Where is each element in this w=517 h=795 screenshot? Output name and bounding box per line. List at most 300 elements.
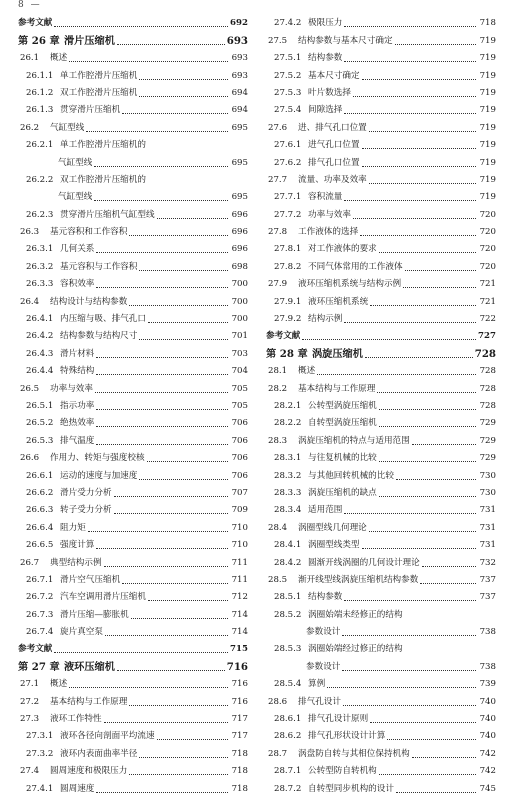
- toc-entry-number: 27.6.2: [274, 157, 302, 168]
- dot-leader: [379, 774, 476, 775]
- toc-entry-text: 圆周速度和极限压力: [50, 766, 128, 777]
- dot-leader: [122, 583, 228, 584]
- toc-entry-text: 气缸型线: [58, 192, 93, 203]
- toc-entry-text: 涡旋压缩机的缺点: [308, 487, 377, 498]
- toc-entry-number: 26.6.4: [26, 522, 54, 533]
- toc-entry: [18, 621, 248, 638]
- toc-entry-number: 28.1: [268, 366, 288, 377]
- toc-entry-title: [18, 17, 52, 29]
- toc-entry: [266, 116, 496, 133]
- toc-entry-title: [274, 591, 342, 603]
- toc-page-number: 711: [231, 557, 248, 568]
- toc-entry-number: 28.7.1: [274, 766, 302, 777]
- toc-entry-title: [20, 296, 127, 308]
- toc-entry-text: 结构参数与结构尺寸: [60, 331, 138, 342]
- toc-page-number: 738: [479, 661, 496, 672]
- toc-entry: [18, 534, 248, 551]
- toc-page-number: 695: [231, 122, 248, 133]
- toc-entry: [18, 708, 248, 725]
- toc-entry-text: 双工作腔滑片压缩机: [60, 87, 138, 98]
- toc-entry-number: 27.3.2: [26, 748, 54, 759]
- toc-entry-title: [274, 104, 342, 116]
- toc-entry-text: 液环工作特性: [50, 714, 102, 725]
- toc-entry: [18, 221, 248, 238]
- toc-entry-number: 27.1: [20, 679, 40, 690]
- toc-entry-title: [268, 435, 410, 447]
- toc-entry-title: [274, 191, 342, 203]
- toc-entry-text: 概述: [298, 366, 316, 377]
- toc-entry-number: 27.7: [268, 174, 288, 185]
- toc-entry-number: 26.5.2: [26, 418, 54, 429]
- toc-entry-number: 27.9.1: [274, 296, 302, 307]
- toc-page-number: 720: [479, 209, 496, 220]
- toc-entry: [266, 99, 496, 116]
- toc-page-number: 693: [231, 70, 248, 81]
- toc-entry-title: [268, 278, 401, 290]
- dot-leader: [370, 722, 476, 723]
- toc-entry-text: 结构参数与基本尺寸确定: [298, 35, 393, 46]
- toc-entry-number: 26.1.1: [26, 70, 54, 81]
- toc-entry-text: 单工作腔滑片压缩机的: [60, 140, 146, 151]
- toc-page-number: 718: [231, 783, 248, 794]
- toc-entry-number: 26.6.1: [26, 470, 54, 481]
- toc-page-number: 730: [479, 487, 496, 498]
- toc-page-number: 710: [231, 522, 248, 533]
- dot-leader: [302, 339, 476, 340]
- toc-entry-title: [274, 713, 368, 725]
- toc-entry-text: 基本尺寸确定: [308, 70, 360, 81]
- toc-entry-number: 28.2.1: [274, 400, 302, 411]
- toc-entry-number: 28.5: [268, 574, 288, 585]
- toc-entry-number: 28.5.4: [274, 679, 302, 690]
- dot-leader: [117, 670, 225, 671]
- toc-page-number: 710: [231, 540, 248, 551]
- toc-entry-title: [274, 17, 342, 29]
- toc-page-number: 693: [231, 53, 248, 64]
- dot-leader: [96, 548, 228, 549]
- toc-entry-text: 结构参数: [308, 53, 343, 64]
- dot-leader: [353, 218, 476, 219]
- toc-entry-number: 第 27 章: [18, 660, 60, 673]
- toc-entry-title: [274, 452, 377, 464]
- toc-page-number: 731: [479, 540, 496, 551]
- toc-entry-text: 双工作腔滑片压缩机的: [60, 174, 146, 185]
- toc-entry-text: 排气温度: [60, 435, 95, 446]
- toc-entry-title: [274, 87, 351, 99]
- toc-entry-title: [26, 278, 94, 290]
- toc-entry-text: 参数设计: [306, 661, 341, 672]
- dot-leader: [157, 218, 228, 219]
- toc-entry-text: 液环压缩机系统与结构示例: [298, 279, 402, 290]
- toc-entry-number: 28.7.2: [274, 783, 302, 794]
- toc-entry-number: 27.5.4: [274, 105, 302, 116]
- toc-page-number: 719: [479, 157, 496, 168]
- toc-entry-text: 参考文献: [18, 18, 53, 29]
- toc-entry-text: 绝热效率: [60, 418, 95, 429]
- toc-entry-text: 极限压力: [308, 18, 343, 29]
- toc-entry-number: 26.4.4: [26, 366, 54, 377]
- toc-entry-title: [26, 209, 155, 221]
- toc-entry: [18, 151, 248, 168]
- dot-leader: [96, 409, 228, 410]
- toc-page-number: 700: [231, 296, 248, 307]
- toc-page-number: 719: [479, 70, 496, 81]
- dot-leader: [405, 270, 476, 271]
- toc-entry: [266, 777, 496, 794]
- toc-entry-number: 28.6.1: [274, 714, 302, 725]
- toc-entry: [266, 64, 496, 81]
- toc-entry-title: [26, 104, 120, 116]
- toc-entry-number: 26.2: [20, 122, 40, 133]
- dot-leader: [369, 531, 476, 532]
- toc-entry: [266, 516, 496, 533]
- dot-leader: [362, 166, 476, 167]
- toc-entry: [18, 186, 248, 203]
- toc-entry-title: [26, 365, 94, 377]
- toc-entry-number: 26.2.1: [26, 140, 54, 151]
- dot-leader: [327, 687, 476, 688]
- dot-leader: [353, 96, 476, 97]
- toc-left-column: [18, 12, 248, 795]
- toc-page-number: 740: [479, 714, 496, 725]
- toc-entry-title: [20, 122, 84, 134]
- dot-leader: [54, 652, 228, 653]
- dot-leader: [131, 618, 228, 619]
- toc-entry-text: 排气孔形状设计计算: [308, 731, 386, 742]
- toc-entry-text: 排气孔设计原则: [308, 714, 369, 725]
- toc-entry-text: 贯穿滑片压缩机气缸型线: [60, 209, 155, 220]
- toc-page-number: 731: [479, 522, 496, 533]
- toc-entry: [18, 673, 248, 690]
- toc-page-number: 716: [231, 679, 248, 690]
- toc-page-number: 721: [479, 296, 496, 307]
- toc-entry: [266, 742, 496, 759]
- toc-page-number: 740: [479, 731, 496, 742]
- toc-entry-title: [274, 417, 377, 429]
- dot-leader: [412, 444, 476, 445]
- toc-page-number: 696: [231, 227, 248, 238]
- toc-entry-text: 典型结构示例: [50, 557, 102, 568]
- toc-entry-number: 26.6: [20, 453, 40, 464]
- toc-entry-title: [26, 783, 94, 795]
- toc-entry-title: [306, 661, 340, 673]
- toc-entry: [18, 116, 248, 133]
- toc-entry-text: 参考文献: [18, 644, 53, 655]
- toc-entry: [18, 638, 248, 655]
- toc-entry-text: 容积效率: [60, 279, 95, 290]
- toc-entry-title: [26, 400, 94, 412]
- toc-page-number: 714: [231, 627, 248, 638]
- toc-entry-text: 涡旋压缩机: [312, 347, 363, 360]
- toc-entry-title: [274, 296, 368, 308]
- toc-entry-text: 不同气体常用的工作液体: [308, 261, 403, 272]
- dot-leader: [379, 496, 476, 497]
- dot-leader: [395, 44, 476, 45]
- toc-entry-title: [26, 435, 94, 447]
- toc-entry: [266, 673, 496, 690]
- dot-leader: [342, 670, 476, 671]
- toc-entry-title: [20, 678, 67, 690]
- dot-leader: [96, 426, 228, 427]
- toc-entry-number: 27.4.1: [26, 783, 54, 794]
- toc-entry-number: 26.6.2: [26, 487, 54, 498]
- dot-leader: [420, 583, 476, 584]
- toc-entry-number: 27.3: [20, 714, 40, 725]
- toc-entry-title: [274, 783, 394, 795]
- dot-leader: [377, 392, 476, 393]
- dot-leader: [148, 600, 228, 601]
- toc-page-number: 696: [231, 209, 248, 220]
- toc-entry-text: 圆周速度: [60, 783, 95, 794]
- toc-entry-text: 气缸型线: [58, 157, 93, 168]
- toc-page-number: 701: [231, 331, 248, 342]
- toc-entry-title: [274, 400, 377, 412]
- toc-page-number: 715: [230, 644, 248, 655]
- toc-page-number: 693: [226, 34, 248, 47]
- toc-entry: [18, 603, 248, 620]
- toc-entry-number: 28.6: [268, 696, 288, 707]
- toc-entry-title: [26, 470, 137, 482]
- toc-entry-text: 自转型涡旋压缩机: [308, 418, 377, 429]
- toc-entry: [266, 134, 496, 151]
- toc-entry-text: 与往复机械的比较: [308, 453, 377, 464]
- toc-page-number: 709: [231, 505, 248, 516]
- dot-leader: [96, 357, 228, 358]
- toc-entry-number: 26.1: [20, 53, 40, 64]
- toc-entry-title: [306, 626, 340, 638]
- toc-entry-title: [266, 330, 300, 342]
- toc-entry: [266, 255, 496, 272]
- toc-entry: [18, 325, 248, 342]
- toc-entry-number: 28.2: [268, 383, 288, 394]
- toc-entry-title: [274, 209, 351, 221]
- toc-entry-title: [274, 70, 360, 82]
- toc-entry-text: 容积流量: [308, 192, 343, 203]
- toc-entry-number: 27.3.1: [26, 731, 54, 742]
- toc-entry-text: 旋片真空泵: [60, 627, 103, 638]
- toc-entry-number: 28.5.3: [274, 644, 302, 655]
- toc-entry-title: [274, 504, 342, 516]
- toc-page-number: 704: [231, 366, 248, 377]
- toc-page-number: 700: [231, 314, 248, 325]
- dot-leader: [396, 479, 476, 480]
- toc-entry-text: 工作液体的选择: [298, 227, 359, 238]
- toc-page-number: 729: [479, 453, 496, 464]
- toc-page-number: 707: [231, 487, 248, 498]
- dot-leader: [69, 61, 228, 62]
- toc-entry-title: [274, 243, 377, 255]
- toc-entry-number: 27.5.3: [274, 87, 302, 98]
- toc-page-number: 719: [479, 87, 496, 98]
- toc-entry-text: 概述: [50, 679, 68, 690]
- toc-entry-title: [26, 330, 137, 342]
- toc-entry-text: 指示功率: [60, 400, 95, 411]
- toc-entry-text: 流量、功率及效率: [298, 174, 367, 185]
- toc-entry-text: 运动的速度与加速度: [60, 470, 138, 481]
- dot-leader: [365, 357, 473, 358]
- toc-page-number: 731: [479, 505, 496, 516]
- toc-entry-text: 进、排气孔口位置: [298, 122, 367, 133]
- toc-entry-number: 26.3.2: [26, 261, 54, 272]
- toc-entry: [18, 273, 248, 290]
- toc-entry-title: [274, 470, 394, 482]
- toc-entry-title: [18, 35, 115, 47]
- toc-page-number: 700: [231, 279, 248, 290]
- toc-page-number: 728: [479, 383, 496, 394]
- toc-entry-number: 第 26 章: [18, 34, 60, 47]
- toc-page-number: 694: [231, 87, 248, 98]
- toc-entry: [266, 690, 496, 707]
- toc-entry-text: 滑片受力分析: [60, 487, 112, 498]
- dot-leader: [369, 183, 476, 184]
- toc-entry: [18, 777, 248, 794]
- toc-entry: [266, 429, 496, 446]
- dot-leader: [96, 374, 228, 375]
- toc-entry-text: 基本结构与工作原理: [50, 696, 128, 707]
- toc-entry-title: [26, 487, 112, 499]
- dot-leader: [86, 131, 228, 132]
- toc-entry: [18, 499, 248, 516]
- toc-entry-number: 26.4.2: [26, 331, 54, 342]
- toc-entry-text: 渐开线型线涡旋压缩机结构参数: [298, 574, 419, 585]
- toc-entry-title: [26, 174, 146, 186]
- toc-entry-number: 26.2.3: [26, 209, 54, 220]
- dot-leader: [344, 322, 476, 323]
- dot-leader: [369, 131, 476, 132]
- toc-entry-number: 27.6: [268, 122, 288, 133]
- toc-entry: [18, 412, 248, 429]
- toc-entry-text: 叶片数选择: [308, 87, 351, 98]
- toc-entry: [266, 238, 496, 255]
- dot-leader: [129, 774, 228, 775]
- dot-leader: [114, 496, 228, 497]
- toc-entry-text: 排气孔口位置: [308, 157, 360, 168]
- toc-entry-number: 28.4.1: [274, 540, 302, 551]
- toc-entry: [18, 64, 248, 81]
- dot-leader: [94, 200, 228, 201]
- toc-entry-title: [26, 522, 86, 534]
- toc-entry-text: 适用范围: [308, 505, 343, 516]
- toc-page-number: 745: [479, 783, 496, 794]
- toc-entry-text: 对工作液体的要求: [308, 244, 377, 255]
- toc-page-number: 703: [231, 348, 248, 359]
- dot-leader: [104, 722, 228, 723]
- toc-page-number: 738: [479, 627, 496, 638]
- toc-entry-text: 液环压缩机系统: [308, 296, 369, 307]
- toc-entry-text: 涡旋压缩机的特点与适用范围: [298, 435, 410, 446]
- toc-page-number: 728: [479, 366, 496, 377]
- toc-entry-number: 第 28 章: [266, 347, 308, 360]
- toc-page-number: 740: [479, 696, 496, 707]
- toc-entry-text: 液环内表面曲率半径: [60, 748, 138, 759]
- toc-entry-title: [268, 226, 358, 238]
- toc-page-number: 728: [474, 347, 496, 360]
- toc-entry: [266, 203, 496, 220]
- toc-entry-title: [26, 626, 103, 638]
- toc-page-number: 696: [231, 244, 248, 255]
- toc-entry: [266, 325, 496, 342]
- toc-entry-title: [268, 522, 367, 534]
- dot-leader: [412, 757, 476, 758]
- toc-chapter-entry: [18, 655, 248, 672]
- toc-page-number: 722: [479, 314, 496, 325]
- toc-page-number: 695: [231, 192, 248, 203]
- toc-page-number: 695: [231, 157, 248, 168]
- toc-entry-title: [58, 191, 92, 203]
- toc-entry-text: 阻力矩: [60, 522, 86, 533]
- toc-entry: [18, 308, 248, 325]
- toc-entry: [266, 412, 496, 429]
- toc-entry: [266, 708, 496, 725]
- toc-entry: [266, 551, 496, 568]
- toc-entry-text: 滑片材料: [60, 348, 95, 359]
- toc-entry-number: 26.4.1: [26, 314, 54, 325]
- dot-leader: [88, 531, 228, 532]
- toc-entry-number: 26.1.2: [26, 87, 54, 98]
- toc-entry-text: 基元容积和工作容积: [50, 227, 128, 238]
- toc-entry-title: [268, 122, 367, 134]
- dot-leader: [362, 548, 476, 549]
- dot-leader: [96, 444, 228, 445]
- toc-page-number: 705: [231, 400, 248, 411]
- toc-entry: [266, 12, 496, 29]
- toc-entry-text: 涡盘防自转与其相位保持机构: [298, 748, 410, 759]
- dot-leader: [317, 374, 476, 375]
- toc-page-number: 720: [479, 227, 496, 238]
- toc-entry-number: 27.5: [268, 35, 288, 46]
- toc-entry-text: 公转型防自转机构: [308, 766, 377, 777]
- toc-entry: [18, 203, 248, 220]
- toc-page-number: 706: [231, 418, 248, 429]
- toc-entry: [266, 82, 496, 99]
- toc-entry-text: 公转型涡旋压缩机: [308, 400, 377, 411]
- toc-page-number: 729: [479, 418, 496, 429]
- dot-leader: [403, 287, 476, 288]
- toc-entry-number: 26.7.2: [26, 592, 54, 603]
- toc-entry-title: [58, 157, 92, 169]
- toc-page-number: 737: [479, 574, 496, 585]
- toc-entry-title: [274, 678, 325, 690]
- toc-entry: [266, 603, 496, 620]
- toc-page-number: 719: [479, 174, 496, 185]
- toc-entry-text: 结构设计与结构参数: [50, 296, 128, 307]
- dot-leader: [379, 461, 476, 462]
- toc-entry-text: 滑片空气压缩机: [60, 574, 121, 585]
- toc-entry-text: 结构参数: [308, 592, 343, 603]
- toc-entry-text: 汽车空调用滑片压缩机: [60, 592, 146, 603]
- toc-page-number: 732: [479, 557, 496, 568]
- toc-entry-title: [274, 313, 342, 325]
- toc-page-number: 719: [479, 122, 496, 133]
- dot-leader: [344, 600, 476, 601]
- toc-entry: [18, 482, 248, 499]
- toc-page-number: 729: [479, 435, 496, 446]
- dot-leader: [344, 113, 476, 114]
- toc-entry-number: 28.3.1: [274, 453, 302, 464]
- toc-entry-title: [26, 261, 137, 273]
- toc-entry-number: 26.2.2: [26, 174, 54, 185]
- toc-page-number: 714: [231, 609, 248, 620]
- toc-page-number: 712: [231, 592, 248, 603]
- toc-page-number: 698: [231, 261, 248, 272]
- toc-entry-title: [26, 504, 112, 516]
- toc-entry-number: 27.5.2: [274, 70, 302, 81]
- toc-entry: [266, 47, 496, 64]
- toc-page-number: 719: [479, 140, 496, 151]
- toc-entry-number: 26.7.4: [26, 627, 54, 638]
- toc-entry: [18, 395, 248, 412]
- toc-right-column: [266, 12, 496, 795]
